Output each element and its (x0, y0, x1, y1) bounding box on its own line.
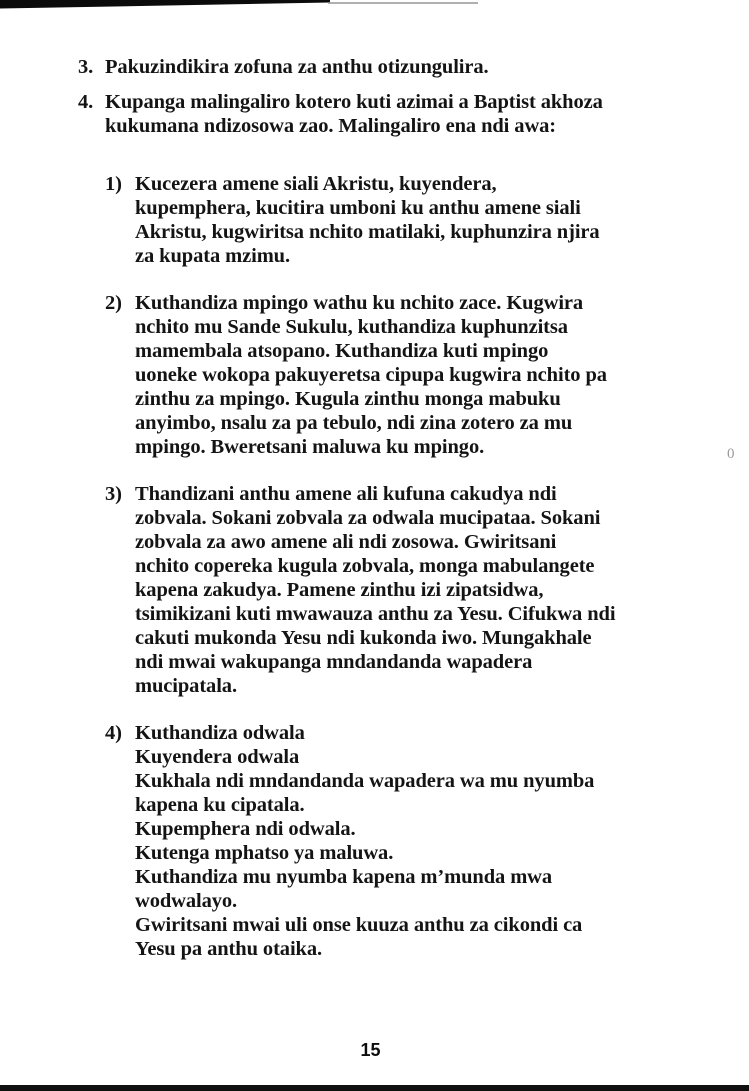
list-item (78, 90, 709, 138)
numbered-list (78, 55, 709, 138)
text-line: wodwalayo. (135, 890, 238, 912)
page-number: 15 (360, 1040, 381, 1060)
text-line: tsimikizani kuti mwawauza anthu za Yesu. Cifukwa ndi (135, 603, 616, 625)
text-line: nchito mu Sande Sukulu, kuthandiza kuphunzitsa (135, 316, 568, 338)
text-line: Pakuzindikira zofuna za anthu otizungulira. (105, 56, 489, 78)
text-line: kukumana ndizosowa zao. Malingaliro ena ndi awa: (105, 115, 557, 137)
text-line: mpingo. Bweretsani maluwa ku mpingo. (135, 436, 485, 458)
text-line: mucipatala. (135, 675, 237, 697)
scan-artifact-top-bar-tail (328, 2, 478, 4)
item-marker: 4) (105, 722, 122, 744)
text-line: zobvala. Sokani zobvala za odwala mucipataa. Sokani (135, 507, 601, 529)
list-item (105, 721, 709, 961)
item-text (105, 90, 709, 138)
item-text (135, 721, 709, 961)
text-line: zobvala za awo amene ali ndi zosowa. Gwiritsani (135, 531, 557, 553)
text-line: Kuthandiza mu nyumba kapena m’munda mwa (135, 866, 553, 888)
item-text (135, 172, 709, 268)
text-line: Kuthandiza odwala (135, 722, 305, 744)
item-marker: 4. (78, 91, 94, 113)
text-line: Yesu pa anthu otaika. (135, 938, 323, 960)
item-text (105, 55, 709, 79)
text-line: Kupanga malingaliro kotero kuti azimai a Baptist akhoza (105, 91, 603, 113)
scan-artifact-mark: 0 (727, 446, 735, 462)
sub-numbered-list (105, 172, 709, 961)
text-line: Kupemphera ndi odwala. (135, 818, 356, 840)
text-line: Gwiritsani mwai uli onse kuuza anthu za cikondi ca (135, 914, 583, 936)
list-item (78, 55, 709, 79)
scan-artifact-top-bar (0, 0, 330, 9)
text-line: zinthu za mpingo. Kugula zinthu monga mabuku (135, 388, 561, 410)
text-line: Thandizani anthu amene ali kufuna cakudya ndi (135, 483, 557, 505)
text-line: Kucezera amene siali Akristu, kuyendera, (135, 173, 497, 195)
item-text (135, 291, 709, 459)
page-content (0, 55, 749, 984)
item-marker: 1) (105, 173, 122, 195)
item-marker: 2) (105, 292, 122, 314)
text-line: Kuyendera odwala (135, 746, 300, 768)
text-line: za kupata mzimu. (135, 245, 291, 267)
text-line: Kukhala ndi mndandanda wapadera wa mu nyumba (135, 770, 595, 792)
text-line: kapena ku cipatala. (135, 794, 305, 816)
text-line: anyimbo, nsalu za pa tebulo, ndi zina zotero za mu (135, 412, 573, 434)
text-line: Kuthandiza mpingo wathu ku nchito zace. Kugwira (135, 292, 584, 314)
text-line: nchito copereka kugula zobvala, monga mabulangete (135, 555, 595, 577)
text-line: ndi mwai wakupanga mndandanda wapadera (135, 651, 533, 673)
list-item (105, 291, 709, 459)
text-line: kapena zakudya. Pamene zinthu izi zipatsidwa, (135, 579, 544, 601)
item-marker: 3) (105, 483, 122, 505)
list-item (105, 172, 709, 268)
text-line: uoneke wokopa pakuyeretsa cipupa kugwira nchito pa (135, 364, 607, 386)
text-line: cakuti mukonda Yesu ndi kukonda iwo. Mungakhale (135, 627, 592, 649)
item-marker: 3. (78, 56, 94, 78)
text-line: mamembala atsopano. Kuthandiza kuti mpingo (135, 340, 549, 362)
item-text (135, 482, 709, 698)
text-line: Akristu, kugwiritsa nchito matilaki, kuphunzira njira (135, 221, 600, 243)
text-line: Kutenga mphatso ya maluwa. (135, 842, 394, 864)
list-item (105, 482, 709, 698)
scan-artifact-bottom-bar (0, 1085, 749, 1091)
text-line: kupemphera, kucitira umboni ku anthu amene siali (135, 197, 581, 219)
